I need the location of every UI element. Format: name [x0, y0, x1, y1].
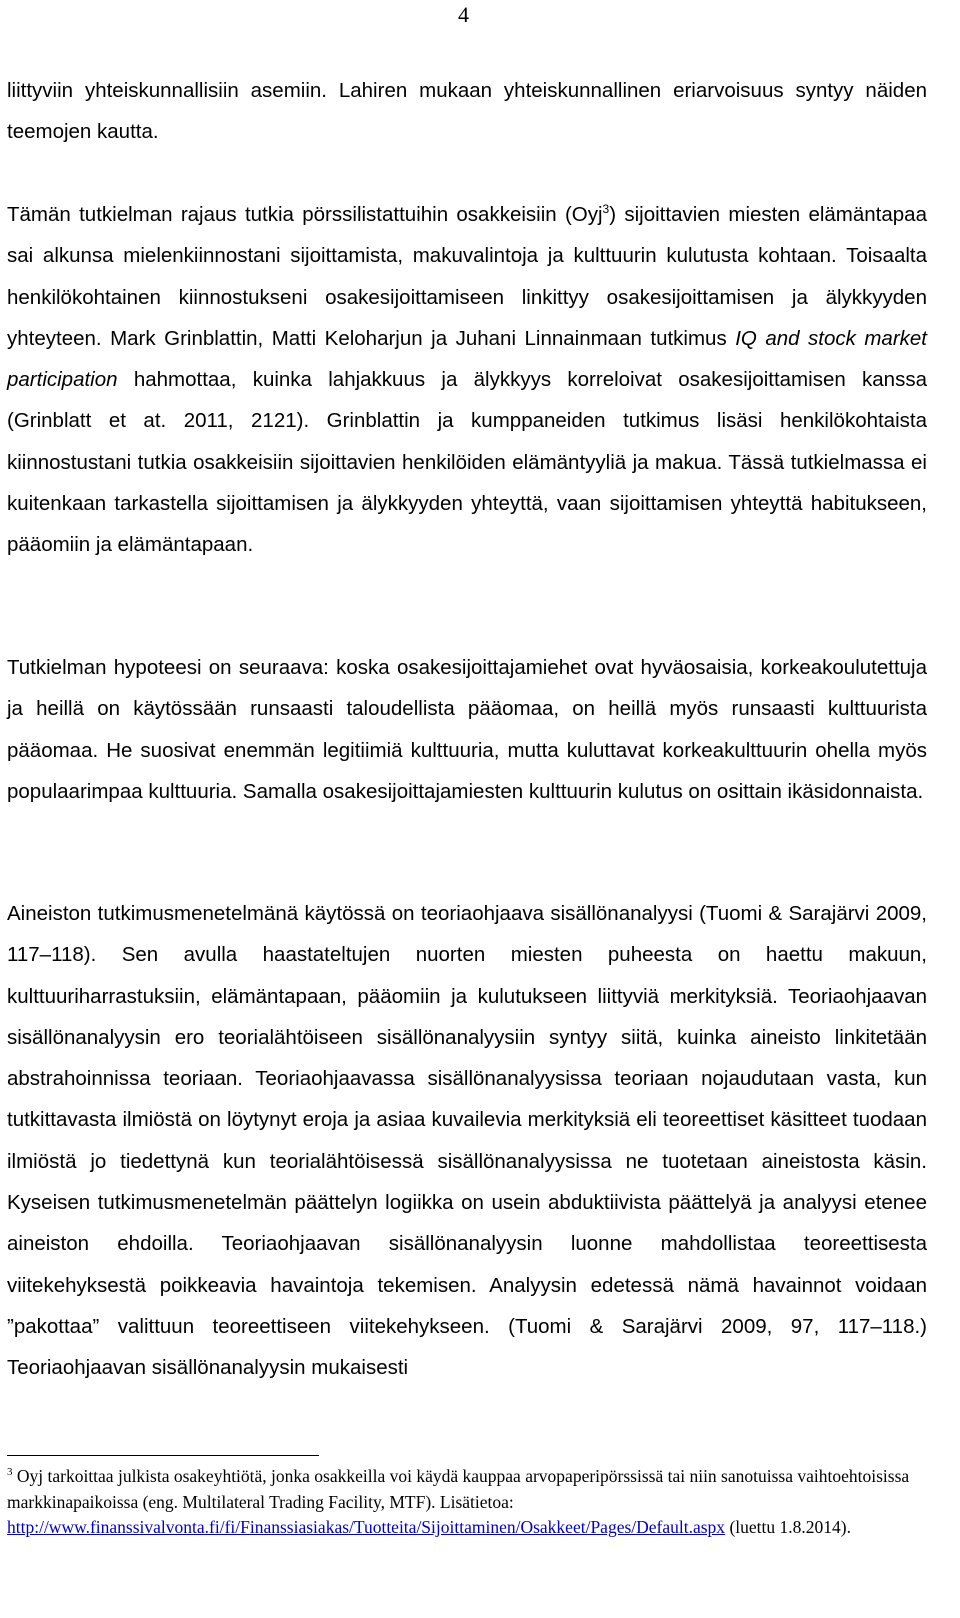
paragraph-1-text: liittyviin yhteiskunnallisiin asemiin. Lahiren mukaan yhteiskunnallinen eriarvoisuus syntyy näiden teemojen kautta.	[7, 79, 927, 144]
footnote-marker: 3	[7, 1466, 13, 1479]
paragraph-2-text-a: Tämän tutkielman rajaus tutkia pörssilistattuihin osakkeisiin (Oyj	[7, 203, 603, 226]
paragraph-2	[7, 194, 927, 566]
page-number: 4	[458, 2, 469, 27]
paragraph-3	[7, 647, 927, 812]
paragraph-3-text: Tutkielman hypoteesi on seuraava: koska osakesijoittajamiehet ovat hyväosaisia, korkeakoulutettuja ja heillä on käytössään runsaasti taloudellista pääomaa, on heillä myös runsaasti kulttuurista pääomaa. He suosivat enemmän legitiimiä kulttuuria, mutta kuluttavat korkeakulttuurin ohella myös populaarimpaa kulttuuria. Samalla osakesijoittajamiesten kulttuurin kulutus on osittain ikäsidonnaista.	[7, 656, 927, 803]
paragraph-4	[7, 893, 927, 1389]
footnote-reference[interactable]: 3	[602, 202, 610, 217]
footnote-accessed-date: (luettu 1.8.2014).	[725, 1517, 851, 1537]
footnote	[7, 1464, 927, 1541]
paragraph-1	[7, 70, 927, 153]
footnote-text: Oyj tarkoittaa julkista osakeyhtiötä, jonka osakkeilla voi käydä kauppaa arvopaperipörssissä tai niin sanotuissa vaihtoehtoisissa markkinapaikoissa (eng. Multilateral Trading Facility, MTF). Lisätietoa:	[7, 1466, 910, 1512]
footnote-link[interactable]: http://www.finanssivalvonta.fi/fi/Finanssiasiakas/Tuotteita/Sijoittaminen/Osakkeet/Pages/Default.aspx	[7, 1517, 726, 1537]
paragraph-4-text: Aineiston tutkimusmenetelmänä käytössä on teoriaohjaava sisällönanalyysi (Tuomi & Sarajärvi 2009, 117–118). Sen avulla haastateltujen nuorten miesten puheesta on haettu makuun, kulttuuriharrastuksiin, elämäntapaan, pääomiin ja kulutukseen liittyviä merkityksiä. Teoriaohjaavan sisällönanalyysin ero teorialähtöiseen sisällönanalyysiin syntyy siitä, kuinka aineisto linkitetään abstrahoinnissa teoriaan. Teoriaohjaavassa sisällönanalyysissa teoriaan nojaudutaan vasta, kun tutkittavasta ilmiöstä on löytynyt eroja ja asiaa kuvailevia merkityksiä eli teoreettiset käsitteet tuodaan ilmiöstä jo tiedettynä kun teorialähtöisessä sisällönanalyysissa ne tuotetaan aineistosta käsin. Kyseisen tutkimusmenetelmän päättelyn logiikka on usein abduktiivista päättelyä ja analyysi etenee aineiston ehdoilla. Teoriaohjaavan sisällönanalyysin luonne mahdollistaa teoreettisesta viitekehyksestä poikkeavia havaintoja tekemisen. Analyysin edetessä nämä havainnot voidaan ”pakottaa” valittuun teoreettiseen viitekehykseen. (Tuomi & Sarajärvi 2009, 97, 117–118.) Teoriaohjaavan sisällönanalyysin mukaisesti	[7, 902, 927, 1380]
footnote-divider	[7, 1455, 319, 1456]
paragraph-2-text-c: hahmottaa, kuinka lahjakkuus ja älykkyys korreloivat osakesijoittamisen kanssa (Grinblatt et at. 2011, 2121). Grinblattin ja kumppaneiden tutkimus lisäsi henkilökohtaista kiinnostustani tutkia osakkeisiin sijoittavien henkilöiden elämäntyyliä ja makua. Tässä tutkielmassa ei kuitenkaan tarkastella sijoittamisen ja älykkyyden yhteyttä, vaan sijoittamisen yhteyttä habitukseen, pääomiin ja elämäntapaan.	[7, 368, 927, 557]
paragraph-2-text-b: ) sijoittavien miesten elämäntapaa sai alkunsa mielenkiinnostani sijoittamista, makuvalintoja ja kulttuurin kulutusta kohtaan. Toisaalta henkilökohtainen kiinnostukseni osakesijoittamiseen linkittyy osakesijoittamisen ja älykkyyden yhteyteen. Mark Grinblattin, Matti Keloharjun ja Juhani Linnainmaan tutkimus	[7, 203, 927, 350]
paper-title-italic: IQ and stock market participation	[7, 326, 927, 392]
